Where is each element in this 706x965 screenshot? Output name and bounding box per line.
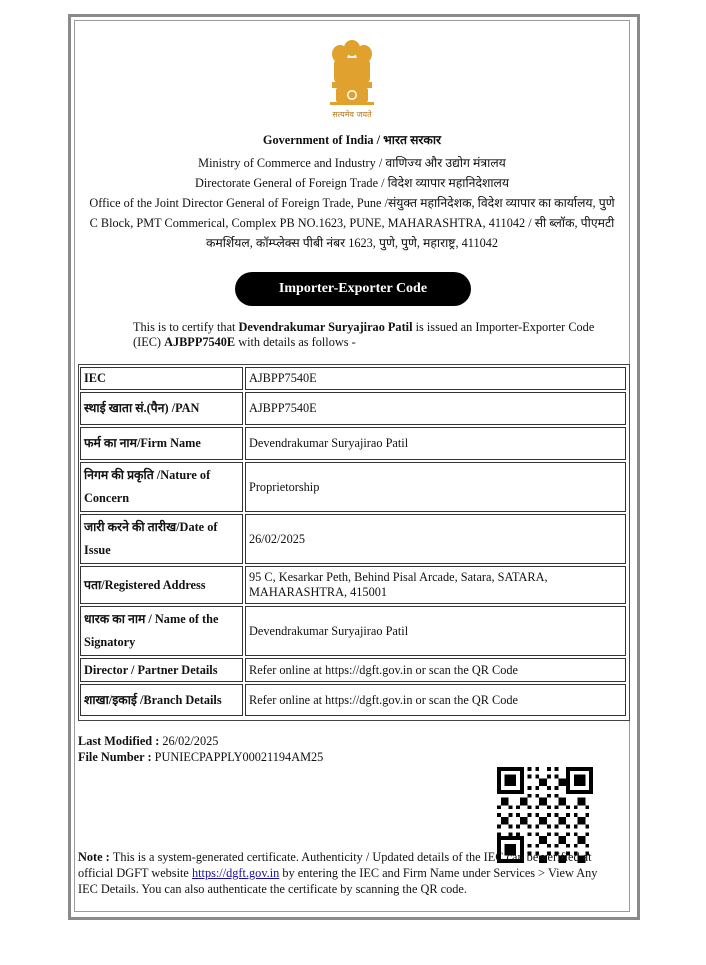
file-number-label: File Number : [78,750,155,764]
certificate-title: Importer-Exporter Code [235,272,471,306]
row-label: IEC [80,367,243,390]
table-row-director-details [80,658,626,682]
row-value: Refer online at https://dgft.gov.in or scan the QR Code [245,684,626,716]
header-address-line2: कमर्शियल, कॉम्प्लेक्स पीबी नंबर 1623, पुणे, पुणे, महाराष्ट्र, 411042 [205,236,499,250]
last-modified-label: Last Modified : [78,734,163,748]
table-row-branch-details [80,684,626,716]
cert-holder-name: Devendrakumar Suryajirao Patil [238,320,413,334]
row-value: Devendrakumar Suryajirao Patil [245,427,626,460]
cert-suffix: with details as follows - [235,335,356,349]
table-row-nature-of-concern [80,462,626,512]
table-row-firm-name [80,427,626,460]
note-text-continued: by entering the IEC and Firm Name under Services > View Any IEC Details. You can also authenticate the certificate by scanning the QR code. [78,866,598,896]
note-label: Note : [78,850,113,864]
emblem-motto: सत्यमेव जयते [332,110,372,119]
header-directorate: Directorate General of Foreign Trade / विदेश व्यापार महानिदेशालय [195,176,509,190]
last-modified [78,734,218,749]
row-label: निगम की प्रकृति /Nature of Concern [80,462,243,512]
last-modified-value: 26/02/2025 [162,734,219,748]
table-row-signatory [80,606,626,656]
table-row-pan [80,392,626,425]
row-value: Proprietorship [245,462,626,512]
cert-middle: is issued an Importer-Exporter Code (IEC) [133,320,595,349]
cert-prefix: This is to certify that [133,320,239,334]
cert-iec-code: AJBPP7540E [164,335,236,349]
note-text: This is a system-generated certificate. Authenticity / Updated details of the IEC can be verified at official DGFT website [78,850,592,880]
header-address-line1: C Block, PMT Commerical, Complex PB NO.1623, PUNE, MAHARASHTRA, 411042 / सी ब्लॉक, पीएमटी [89,216,615,230]
row-label: पता/Registered Address [80,566,243,604]
row-value: Refer online at https://dgft.gov.in or scan the QR Code [245,658,626,682]
row-value: Devendrakumar Suryajirao Patil [245,606,626,656]
row-value: 26/02/2025 [245,514,626,564]
header-office: Office of the Joint Director General of Foreign Trade, Pune /संयुक्त महानिदेशक, विदेश व्यापार का कार्यालय, पुणे [89,196,615,210]
national-emblem-icon [320,38,384,120]
header-ministry: Ministry of Commerce and Industry / वाणिज्य और उद्योग मंत्रालय [198,156,506,170]
file-number-value: PUNIECPAPPLY00021194AM25 [154,750,324,764]
row-label: Director / Partner Details [80,658,243,682]
row-value: AJBPP7540E [245,392,626,425]
row-label: शाखा/इकाई /Branch Details [80,684,243,716]
row-value: 95 C, Kesarkar Peth, Behind Pisal Arcade, Satara, SATARA, MAHARASHTRA, 415001 [245,566,626,604]
row-label: धारक का नाम / Name of the Signatory [80,606,243,656]
row-value: AJBPP7540E [245,367,626,390]
row-label: फर्म का नाम/Firm Name [80,427,243,460]
row-label: जारी करने की तारीख/Date of Issue [80,514,243,564]
row-label: स्थाई खाता सं.(पैन) /PAN [80,392,243,425]
dgft-website-link[interactable]: https://dgft.gov.in [191,866,280,880]
table-row-date-of-issue [80,514,626,564]
header-government: Government of India / भारत सरकार [262,133,442,147]
certificate-statement [133,320,603,350]
table-row-iec [80,367,626,390]
file-number [78,750,323,765]
note-section [78,849,618,897]
table-row-registered-address [80,566,626,604]
